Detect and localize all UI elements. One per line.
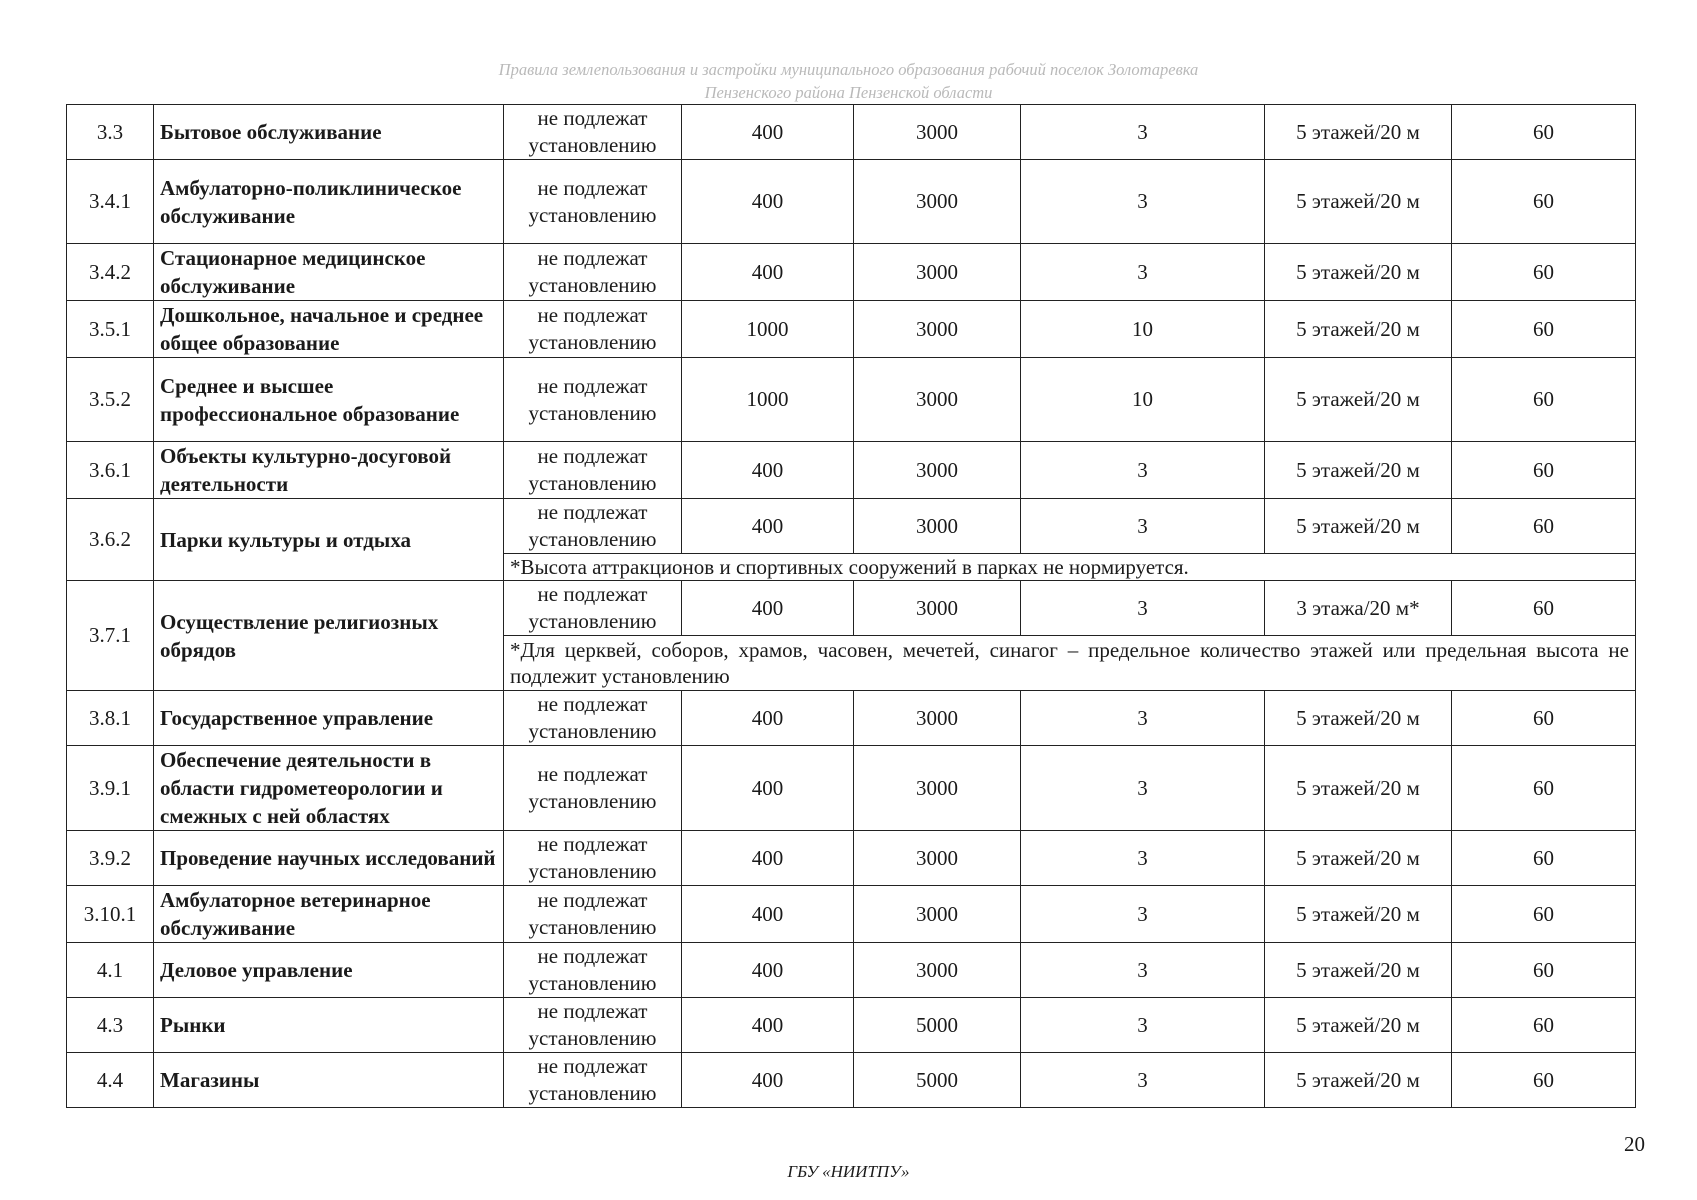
table-row (67, 998, 1636, 1053)
row-min-indent: 3 (1021, 244, 1265, 301)
table-row (67, 1053, 1636, 1108)
row-max-floors: 5 этажей/20 м (1265, 301, 1452, 358)
row-max-floors: 5 этажей/20 м (1265, 499, 1452, 554)
row-min-indent: 3 (1021, 160, 1265, 244)
row-min-dimensions: не подлежат установлению (504, 886, 682, 943)
table-row (67, 244, 1636, 301)
row-min-indent: 3 (1021, 499, 1265, 554)
row-min-area: 400 (682, 244, 854, 301)
row-min-dimensions: не подлежат установлению (504, 244, 682, 301)
row-min-area: 400 (682, 581, 854, 636)
row-code: 4.4 (67, 1053, 154, 1108)
row-max-coverage: 60 (1452, 581, 1636, 636)
row-code: 3.6.1 (67, 442, 154, 499)
row-max-coverage: 60 (1452, 244, 1636, 301)
row-use-type: Амбулаторно-поликлиническое обслуживание (154, 160, 504, 244)
row-max-area: 3000 (854, 746, 1021, 831)
row-min-area: 400 (682, 691, 854, 746)
row-max-floors: 5 этажей/20 м (1265, 943, 1452, 998)
row-max-coverage: 60 (1452, 886, 1636, 943)
row-max-area: 3000 (854, 105, 1021, 160)
row-max-floors: 5 этажей/20 м (1265, 244, 1452, 301)
row-use-type: Осуществление религиозных обрядов (154, 581, 504, 691)
row-max-area: 5000 (854, 1053, 1021, 1108)
table-row (67, 746, 1636, 831)
row-max-area: 3000 (854, 499, 1021, 554)
row-max-coverage: 60 (1452, 105, 1636, 160)
row-max-coverage: 60 (1452, 691, 1636, 746)
row-code: 3.9.1 (67, 746, 154, 831)
row-note: *Высота аттракционов и спортивных сооружений в парках не нормируется. (504, 554, 1636, 581)
row-max-floors: 5 этажей/20 м (1265, 105, 1452, 160)
row-min-indent: 3 (1021, 886, 1265, 943)
row-min-indent: 3 (1021, 1053, 1265, 1108)
row-max-area: 3000 (854, 160, 1021, 244)
table-row (67, 442, 1636, 499)
running-header (0, 58, 1697, 104)
row-min-area: 1000 (682, 301, 854, 358)
row-min-dimensions: не подлежат установлению (504, 998, 682, 1053)
row-use-type: Амбулаторное ветеринарное обслуживание (154, 886, 504, 943)
row-use-type: Дошкольное, начальное и среднее общее образование (154, 301, 504, 358)
row-code: 3.7.1 (67, 581, 154, 691)
row-min-indent: 10 (1021, 358, 1265, 442)
row-max-area: 3000 (854, 581, 1021, 636)
row-note: *Для церквей, соборов, храмов, часовен, мечетей, синагог – предельное количество этажей или предельная высота не подлежит установлению (504, 636, 1636, 691)
row-max-coverage: 60 (1452, 301, 1636, 358)
table-row (67, 691, 1636, 746)
table-row (67, 499, 1636, 554)
row-code: 3.8.1 (67, 691, 154, 746)
row-use-type: Стационарное медицинское обслуживание (154, 244, 504, 301)
row-code: 4.3 (67, 998, 154, 1053)
row-min-dimensions: не подлежат установлению (504, 301, 682, 358)
row-min-area: 400 (682, 943, 854, 998)
regulations-table (66, 104, 1636, 1108)
table-row (67, 886, 1636, 943)
row-min-indent: 10 (1021, 301, 1265, 358)
row-use-type: Объекты культурно-досуговой деятельности (154, 442, 504, 499)
row-max-coverage: 60 (1452, 442, 1636, 499)
row-min-dimensions: не подлежат установлению (504, 499, 682, 554)
row-min-dimensions: не подлежат установлению (504, 943, 682, 998)
row-min-dimensions: не подлежат установлению (504, 160, 682, 244)
row-code: 3.4.1 (67, 160, 154, 244)
row-min-dimensions: не подлежат установлению (504, 105, 682, 160)
row-min-indent: 3 (1021, 581, 1265, 636)
row-min-dimensions: не подлежат установлению (504, 442, 682, 499)
row-min-indent: 3 (1021, 943, 1265, 998)
row-max-coverage: 60 (1452, 831, 1636, 886)
row-use-type: Бытовое обслуживание (154, 105, 504, 160)
row-max-floors: 3 этажа/20 м* (1265, 581, 1452, 636)
row-code: 3.5.1 (67, 301, 154, 358)
row-min-dimensions: не подлежат установлению (504, 358, 682, 442)
row-min-area: 1000 (682, 358, 854, 442)
row-max-coverage: 60 (1452, 746, 1636, 831)
row-code: 3.10.1 (67, 886, 154, 943)
row-max-coverage: 60 (1452, 358, 1636, 442)
row-min-area: 400 (682, 1053, 854, 1108)
row-min-area: 400 (682, 499, 854, 554)
row-use-type: Проведение научных исследований (154, 831, 504, 886)
row-min-area: 400 (682, 442, 854, 499)
row-code: 3.6.2 (67, 499, 154, 581)
row-use-type: Магазины (154, 1053, 504, 1108)
page-footer: ГБУ «НИИТПУ» (787, 1162, 910, 1181)
row-max-coverage: 60 (1452, 1053, 1636, 1108)
row-code: 3.4.2 (67, 244, 154, 301)
row-max-floors: 5 этажей/20 м (1265, 998, 1452, 1053)
row-min-area: 400 (682, 105, 854, 160)
row-max-floors: 5 этажей/20 м (1265, 358, 1452, 442)
row-max-coverage: 60 (1452, 998, 1636, 1053)
row-max-area: 3000 (854, 358, 1021, 442)
row-min-dimensions: не подлежат установлению (504, 1053, 682, 1108)
row-max-area: 3000 (854, 886, 1021, 943)
row-code: 3.5.2 (67, 358, 154, 442)
row-max-area: 3000 (854, 691, 1021, 746)
row-min-indent: 3 (1021, 831, 1265, 886)
row-code: 3.3 (67, 105, 154, 160)
row-max-area: 3000 (854, 943, 1021, 998)
row-max-coverage: 60 (1452, 943, 1636, 998)
row-max-coverage: 60 (1452, 499, 1636, 554)
row-use-type: Среднее и высшее профессиональное образование (154, 358, 504, 442)
row-min-dimensions: не подлежат установлению (504, 581, 682, 636)
table-row (67, 358, 1636, 442)
row-min-dimensions: не подлежат установлению (504, 691, 682, 746)
row-max-floors: 5 этажей/20 м (1265, 831, 1452, 886)
row-max-area: 3000 (854, 831, 1021, 886)
row-max-area: 3000 (854, 442, 1021, 499)
row-code: 3.9.2 (67, 831, 154, 886)
table-row (67, 160, 1636, 244)
row-max-floors: 5 этажей/20 м (1265, 160, 1452, 244)
table-row (67, 581, 1636, 636)
row-min-indent: 3 (1021, 746, 1265, 831)
header-line-2: Пензенского района Пензенской области (704, 83, 993, 102)
row-max-floors: 5 этажей/20 м (1265, 746, 1452, 831)
row-max-area: 5000 (854, 998, 1021, 1053)
row-min-area: 400 (682, 998, 854, 1053)
row-max-coverage: 60 (1452, 160, 1636, 244)
table-row (67, 831, 1636, 886)
row-max-floors: 5 этажей/20 м (1265, 886, 1452, 943)
row-min-dimensions: не подлежат установлению (504, 831, 682, 886)
row-code: 4.1 (67, 943, 154, 998)
row-min-area: 400 (682, 746, 854, 831)
row-min-indent: 3 (1021, 691, 1265, 746)
row-min-area: 400 (682, 831, 854, 886)
row-min-indent: 3 (1021, 105, 1265, 160)
table-row (67, 943, 1636, 998)
row-use-type: Деловое управление (154, 943, 504, 998)
row-use-type: Государственное управление (154, 691, 504, 746)
row-use-type: Обеспечение деятельности в области гидрометеорологии и смежных с ней областях (154, 746, 504, 831)
row-max-floors: 5 этажей/20 м (1265, 442, 1452, 499)
header-line-1: Правила землепользования и застройки муниципального образования рабочий поселок Золотаревка (498, 60, 1199, 79)
table-row (67, 301, 1636, 358)
row-use-type: Рынки (154, 998, 504, 1053)
row-max-area: 3000 (854, 301, 1021, 358)
row-min-dimensions: не подлежат установлению (504, 746, 682, 831)
row-min-area: 400 (682, 160, 854, 244)
row-max-area: 3000 (854, 244, 1021, 301)
row-max-floors: 5 этажей/20 м (1265, 1053, 1452, 1108)
row-min-indent: 3 (1021, 998, 1265, 1053)
page-number: 20 (1624, 1132, 1645, 1156)
row-min-indent: 3 (1021, 442, 1265, 499)
row-max-floors: 5 этажей/20 м (1265, 691, 1452, 746)
row-min-area: 400 (682, 886, 854, 943)
table-row (67, 105, 1636, 160)
row-use-type: Парки культуры и отдыха (154, 499, 504, 581)
